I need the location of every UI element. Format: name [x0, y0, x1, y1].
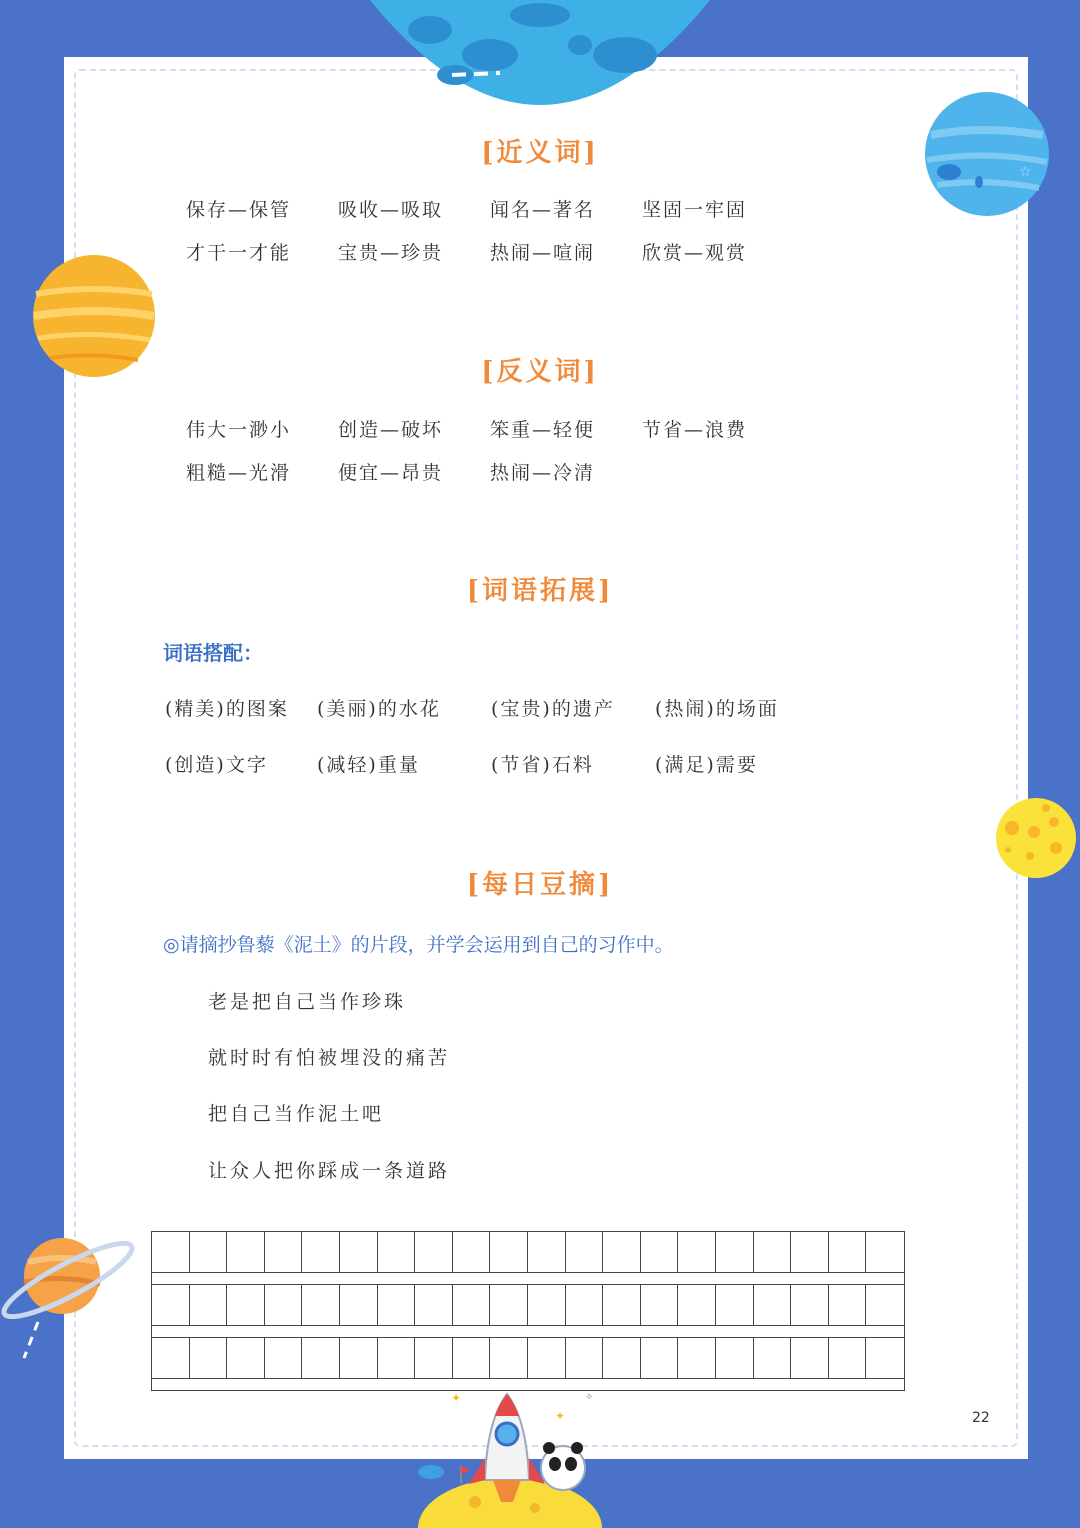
grid-spacer: [151, 1326, 905, 1338]
grid-cell[interactable]: [528, 1338, 566, 1378]
page-number: 22: [972, 1410, 990, 1426]
list-item: 热闹—喧闹: [490, 242, 596, 264]
grid-cell[interactable]: [302, 1232, 340, 1272]
rocket-panda-icon: [405, 1380, 615, 1528]
antonyms-list: [186, 418, 794, 486]
svg-text:✦: ✦: [451, 1391, 462, 1405]
list-item: (精美)的图案: [165, 698, 289, 720]
daily-instruction: ◎请摘抄鲁藜《泥土》的片段，并学会运用到自己的习作中。: [163, 934, 674, 956]
grid-cell[interactable]: [829, 1232, 867, 1272]
grid-cell[interactable]: [641, 1338, 679, 1378]
grid-cell[interactable]: [754, 1285, 792, 1325]
grid-cell[interactable]: [866, 1232, 904, 1272]
grid-cell[interactable]: [227, 1285, 265, 1325]
poem-line: 把自己当作泥土吧: [208, 1103, 385, 1125]
grid-cell[interactable]: [754, 1338, 792, 1378]
list-item: 粗糙—光滑: [186, 462, 292, 484]
grid-cell[interactable]: [302, 1285, 340, 1325]
grid-cell[interactable]: [227, 1338, 265, 1378]
grid-cell[interactable]: [791, 1285, 829, 1325]
grid-cell[interactable]: [415, 1232, 453, 1272]
list-item: 笨重—轻便: [490, 419, 596, 441]
grid-cell[interactable]: [791, 1338, 829, 1378]
grid-cell[interactable]: [528, 1285, 566, 1325]
daily-title: [每日豆摘]: [466, 870, 614, 900]
poem-line: 让众人把你踩成一条道路: [208, 1160, 451, 1182]
grid-cell[interactable]: [678, 1232, 716, 1272]
grid-cell[interactable]: [603, 1338, 641, 1378]
grid-cell[interactable]: [791, 1232, 829, 1272]
svg-text:✦: ✦: [555, 1409, 566, 1423]
grid-cell[interactable]: [641, 1232, 679, 1272]
grid-row: [151, 1285, 905, 1326]
list-item: 保存—保管: [186, 199, 292, 221]
grid-cell[interactable]: [378, 1232, 416, 1272]
grid-cell[interactable]: [829, 1338, 867, 1378]
collocation-subhead: 词语搭配：: [163, 641, 263, 665]
grid-cell[interactable]: [566, 1285, 604, 1325]
writing-grid[interactable]: [151, 1231, 905, 1391]
grid-cell[interactable]: [754, 1232, 792, 1272]
grid-cell[interactable]: [716, 1232, 754, 1272]
list-item: 便宜—昂贵: [338, 462, 444, 484]
grid-cell[interactable]: [716, 1338, 754, 1378]
list-item: 热闹—冷清: [490, 462, 596, 484]
list-item: (减轻)重量: [317, 754, 420, 776]
grid-cell[interactable]: [603, 1232, 641, 1272]
grid-cell[interactable]: [678, 1338, 716, 1378]
grid-cell[interactable]: [190, 1338, 228, 1378]
grid-cell[interactable]: [190, 1285, 228, 1325]
list-item: 伟大一渺小: [186, 419, 292, 441]
grid-spacer: [151, 1273, 905, 1285]
list-item: 闻名—著名: [490, 199, 596, 221]
grid-cell[interactable]: [340, 1232, 378, 1272]
grid-cell[interactable]: [453, 1232, 491, 1272]
grid-cell[interactable]: [227, 1232, 265, 1272]
grid-cell[interactable]: [340, 1285, 378, 1325]
grid-cell[interactable]: [453, 1338, 491, 1378]
list-item: (满足)需要: [655, 754, 758, 776]
grid-cell[interactable]: [566, 1232, 604, 1272]
list-item: 才干一才能: [186, 242, 292, 264]
list-item: 宝贵—珍贵: [338, 242, 444, 264]
list-item: (创造)文字: [165, 754, 268, 776]
list-item: 节省—浪费: [642, 419, 748, 441]
grid-cell[interactable]: [490, 1285, 528, 1325]
grid-cell[interactable]: [603, 1285, 641, 1325]
grid-cell[interactable]: [641, 1285, 679, 1325]
grid-cell[interactable]: [378, 1338, 416, 1378]
list-item: (宝贵)的遗产: [491, 698, 615, 720]
list-item: (美丽)的水花: [317, 698, 441, 720]
grid-cell[interactable]: [378, 1285, 416, 1325]
synonyms-list: [186, 198, 794, 266]
grid-cell[interactable]: [340, 1338, 378, 1378]
list-item: 吸收—吸取: [338, 199, 444, 221]
grid-cell[interactable]: [866, 1285, 904, 1325]
grid-cell[interactable]: [152, 1338, 190, 1378]
list-item: (节省)石料: [491, 754, 594, 776]
grid-cell[interactable]: [265, 1232, 303, 1272]
grid-cell[interactable]: [566, 1338, 604, 1378]
grid-cell[interactable]: [152, 1232, 190, 1272]
grid-cell[interactable]: [152, 1285, 190, 1325]
ringed-planet-icon: [0, 1232, 140, 1362]
grid-cell[interactable]: [453, 1285, 491, 1325]
list-item: 欣赏—观赏: [642, 242, 748, 264]
grid-cell[interactable]: [528, 1232, 566, 1272]
grid-cell[interactable]: [415, 1285, 453, 1325]
svg-text:✧: ✧: [585, 1392, 594, 1403]
synonyms-title: [近义词]: [481, 138, 599, 168]
grid-cell[interactable]: [678, 1285, 716, 1325]
list-item: 创造—破坏: [338, 419, 444, 441]
list-item: (热闹)的场面: [655, 698, 779, 720]
grid-cell[interactable]: [190, 1232, 228, 1272]
grid-cell[interactable]: [415, 1338, 453, 1378]
grid-cell[interactable]: [302, 1338, 340, 1378]
grid-cell[interactable]: [866, 1338, 904, 1378]
grid-cell[interactable]: [829, 1285, 867, 1325]
list-item: 坚固一牢固: [642, 199, 748, 221]
grid-cell[interactable]: [716, 1285, 754, 1325]
antonyms-title: [反义词]: [481, 357, 599, 387]
poem-line: 就时时有怕被埋没的痛苦: [208, 1047, 451, 1069]
grid-row: [151, 1338, 905, 1379]
grid-row: [151, 1231, 905, 1273]
moon-planet-icon: [370, 0, 710, 112]
grid-spacer: [151, 1379, 905, 1391]
grid-cell[interactable]: [490, 1232, 528, 1272]
grid-cell[interactable]: [265, 1338, 303, 1378]
poem-line: 老是把自己当作珍珠: [208, 991, 407, 1013]
grid-cell[interactable]: [490, 1338, 528, 1378]
svg-text:☆: ☆: [1019, 164, 1032, 180]
expansion-title: [词语拓展]: [466, 576, 614, 606]
grid-cell[interactable]: [265, 1285, 303, 1325]
